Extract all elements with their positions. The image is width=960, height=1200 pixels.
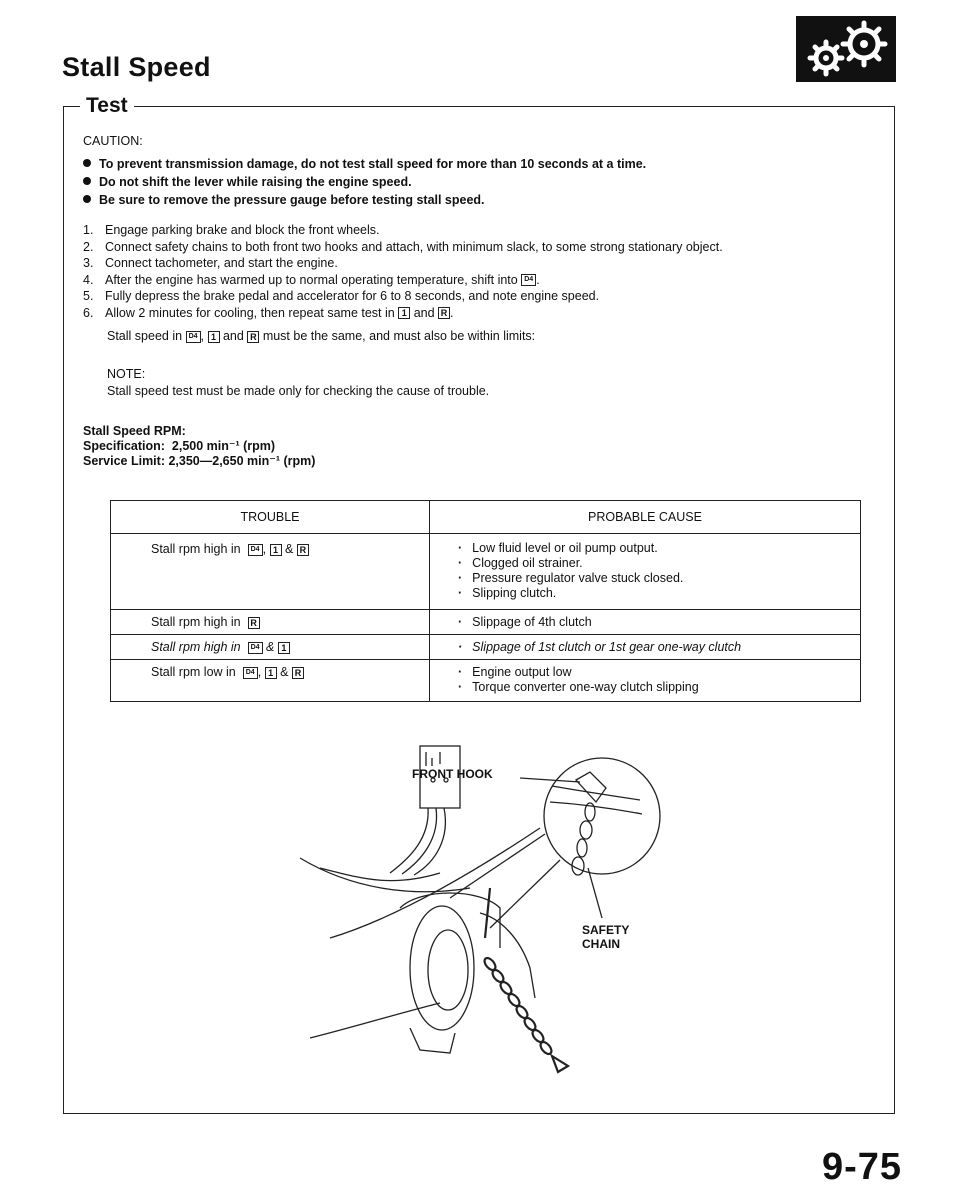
gear-1-symbol: 1 (278, 642, 290, 654)
step-item: 6. Allow 2 minutes for cooling, then repeat same test in 1 and R . (83, 305, 454, 320)
cause-item: · Slippage of 4th clutch (458, 615, 860, 630)
cause-cell (430, 534, 861, 610)
table-row (111, 635, 861, 660)
cause-item: · Pressure regulator valve stuck closed. (458, 571, 860, 586)
note-label: NOTE: (107, 367, 146, 381)
gear-d4-symbol: D4 (248, 544, 263, 556)
cause-item: · Slippage of 1st clutch or 1st gear one-way clutch (458, 640, 860, 655)
trouble-cell: Stall rpm high in D4 & 1 (111, 635, 430, 660)
gears-logo-icon (796, 16, 896, 82)
procedure-steps (83, 222, 883, 321)
gear-d4-symbol: D4 (186, 331, 201, 343)
step-item: 3. Connect tachometer, and start the engine. (83, 256, 338, 270)
cause-cell (430, 660, 861, 702)
gear-d4-symbol: D4 (243, 667, 258, 679)
note-text: Stall speed test must be made only for checking the cause of trouble. (107, 384, 490, 398)
gear-1-symbol: 1 (398, 307, 410, 319)
table-header: TROUBLE (111, 501, 430, 534)
step-item: 1. Engage parking brake and block the front wheels. (83, 223, 380, 237)
gear-1-symbol: 1 (265, 667, 277, 679)
gear-r-symbol: R (438, 307, 450, 319)
cause-item: · Clogged oil strainer. (458, 556, 860, 571)
gear-1-symbol: 1 (208, 331, 220, 343)
gear-1-symbol: 1 (270, 544, 282, 556)
trouble-cell: Stall rpm high in R (111, 610, 430, 635)
step-item: 5. Fully depress the brake pedal and accelerator for 6 to 8 seconds, and note engine speed. (83, 289, 600, 303)
cause-item: · Torque converter one-way clutch slipping (458, 680, 860, 695)
gear-r-symbol: R (248, 617, 260, 629)
gear-r-symbol: R (292, 667, 304, 679)
bullet-icon (83, 195, 91, 203)
page-title: Stall Speed (62, 52, 211, 82)
front-hook-safety-chain-illustration (290, 738, 670, 1078)
gear-d4-symbol: D4 (521, 274, 536, 286)
caution-item: To prevent transmission damage, do not test stall speed for more than 10 seconds at a time. (83, 155, 863, 173)
rpm-heading: Stall Speed RPM: (83, 424, 186, 438)
table-row (111, 610, 861, 635)
gear-r-symbol: R (297, 544, 309, 556)
caution-item: Be sure to remove the pressure gauge before testing stall speed. (83, 191, 863, 209)
step-item: 4. After the engine has warmed up to normal operating temperature, shift into D4 . (83, 272, 540, 287)
cause-item: · Low fluid level or oil pump output. (458, 541, 860, 556)
bullet-icon (83, 177, 91, 185)
cause-item: · Slipping clutch. (458, 586, 860, 601)
gear-r-symbol: R (247, 331, 259, 343)
step-item: 2. Connect safety chains to both front two hooks and attach, with minimum slack, to some strong stationary object. (83, 239, 723, 254)
trouble-table (110, 500, 861, 702)
safety-chain-label-line1: SAFETY (582, 923, 630, 937)
rpm-spec: Specification: 2,500 min⁻¹ (rpm) (83, 439, 276, 453)
caution-item: Do not shift the lever while raising the engine speed. (83, 173, 863, 191)
page-number: 9-75 (822, 1146, 903, 1188)
bullet-icon (83, 159, 91, 167)
trouble-cell: Stall rpm low in D4 , 1 & R (111, 660, 430, 702)
gear-d4-symbol: D4 (248, 642, 263, 654)
caution-label: CAUTION: (83, 134, 143, 148)
table-row (111, 660, 861, 702)
cause-item: · Engine output low (458, 665, 860, 680)
trouble-cell: Stall rpm high in D4 , 1 & R (111, 534, 430, 610)
stall-speed-rpm (83, 424, 315, 469)
caution-list (83, 155, 863, 209)
table-row (111, 534, 861, 610)
table-header-row (111, 501, 861, 534)
table-header: PROBABLE CAUSE (430, 501, 861, 534)
cause-cell (430, 610, 861, 635)
front-hook-label: FRONT HOOK (412, 767, 493, 781)
rpm-limit: Service Limit: 2,350—2,650 min⁻¹ (rpm) (83, 454, 316, 468)
safety-chain-label-line2: CHAIN (582, 937, 620, 951)
stall-speed-note: Stall speed in D4 , 1 and R must be the same, and must also be within limits: (107, 329, 536, 343)
cause-cell (430, 635, 861, 660)
section-title: Test (80, 94, 134, 118)
